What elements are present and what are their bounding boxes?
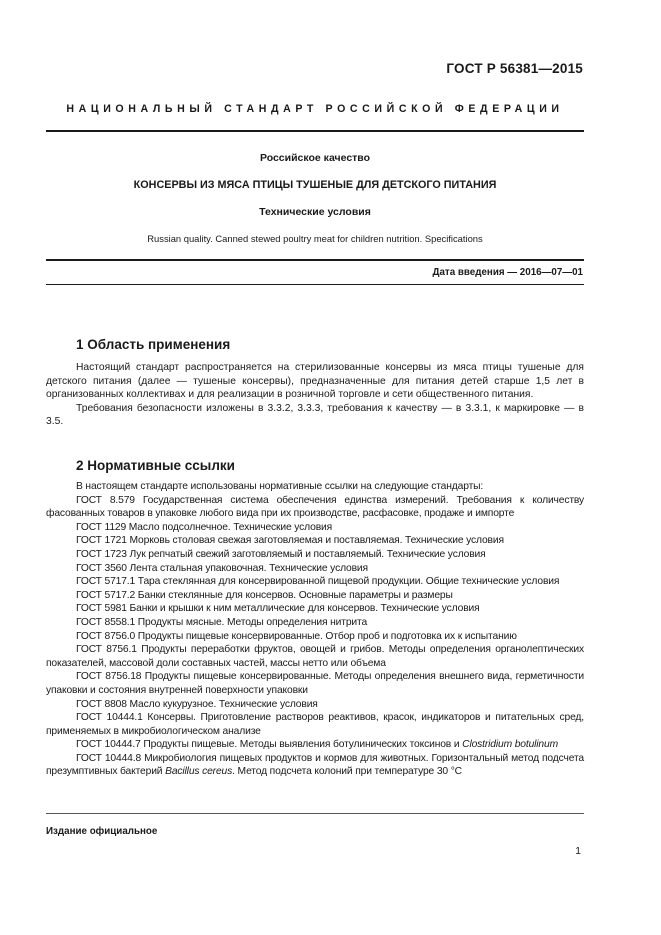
official-edition-label: Издание официальное [46, 826, 158, 837]
reference-item: ГОСТ 8756.18 Продукты пищевые консервированные. Методы определения внешнего вида, герметичности упаковки и состояния внутренней поверхности упаковки [46, 671, 584, 696]
section-1-paragraph-2: Требования безопасности изложены в 3.3.2, 3.3.3, требования к качеству — в 3.3.1, к маркировке — в 3.5. [46, 402, 584, 428]
reference-item: ГОСТ 8.579 Государственная система обеспечения единства измерений. Требования к количеству фасованных товаров в упаковке любого вида при их производстве, расфасовке, продаже и импорте [46, 494, 584, 520]
section-1-body [46, 361, 584, 429]
reference-text: ГОСТ 10444.8 Микробиология пищевых продуктов и кормов для животных. Горизонтальный метод подсчета презумптивных бактерий [46, 752, 584, 778]
national-standard-heading: НАЦИОНАЛЬНЫЙ СТАНДАРТ РОССИЙСКОЙ ФЕДЕРАЦИИ [66, 103, 564, 115]
divider-footer [46, 813, 584, 814]
section-1-heading: 1 Область применения [76, 337, 231, 352]
reference-italic-species: Bacillus cereus [165, 766, 233, 778]
reference-italic-species: Clostridium botulinum [462, 739, 559, 751]
document-number: ГОСТ Р 56381—2015 [446, 61, 583, 76]
document-title: КОНСЕРВЫ ИЗ МЯСА ПТИЦЫ ТУШЕНЫЕ ДЛЯ ДЕТСКОГО ПИТАНИЯ [133, 179, 497, 191]
reference-item-botulinum [46, 738, 584, 752]
section-2-body [46, 480, 584, 779]
specifications-label: Технические условия [259, 206, 371, 218]
reference-item: ГОСТ 5717.1 Тара стеклянная для консервированной пищевой продукции. Общие технические условия [76, 576, 560, 588]
reference-item: ГОСТ 5981 Банки и крышки к ним металлические для консервов. Технические условия [76, 603, 480, 615]
reference-item: ГОСТ 1721 Морковь столовая свежая заготовляемая и поставляемая. Технические условия [76, 535, 504, 547]
reference-item: ГОСТ 8756.1 Продукты переработки фруктов, овощей и грибов. Методы определения органолептических показателей, массовой доли составных частей, массы нетто или объема [46, 644, 584, 669]
reference-item: ГОСТ 10444.1 Консервы. Приготовление растворов реактивов, красок, индикаторов и питательных сред, применяемых в микробиологическом анализе [46, 712, 584, 737]
page-number: 1 [575, 846, 581, 857]
reference-item: ГОСТ 1723 Лук репчатый свежий заготовляемый и поставляемый. Технические условия [76, 548, 486, 560]
reference-item: ГОСТ 8808 Масло кукурузное. Технические условия [76, 698, 318, 710]
reference-item: ГОСТ 5717.2 Банки стеклянные для консервов. Основные параметры и размеры [76, 589, 453, 601]
reference-item-cereus [46, 752, 584, 779]
divider-date [46, 284, 584, 285]
english-title: Russian quality. Canned stewed poultry meat for children nutrition. Specifications [147, 233, 483, 244]
reference-item: ГОСТ 1129 Масло подсолнечное. Технические условия [76, 521, 333, 533]
quality-label: Российское качество [259, 152, 371, 164]
reference-item: ГОСТ 8558.1 Продукты мясные. Методы определения нитрита [76, 616, 368, 628]
reference-text-tail: . Метод подсчета колоний при температуре 30 °С [232, 766, 462, 778]
reference-text: ГОСТ 10444.7 Продукты пищевые. Методы выявления ботулинических токсинов и [76, 739, 463, 751]
reference-item: ГОСТ 8756.0 Продукты пищевые консервированные. Отбор проб и подготовка их к испытанию [76, 630, 517, 642]
section-2-intro: В настоящем стандарте использованы нормативные ссылки на следующие стандарты: [76, 481, 484, 492]
section-1-paragraph-1: Настоящий стандарт распространяется на стерилизованные консервы из мяса птицы тушеные для детского питания (далее — тушеные консервы), предназначенные для питания детей старше 1,5 лет в организованных коллективах и для реализации в розничной торговле и сети общественного питания. [46, 362, 584, 401]
introduction-date: Дата введения — 2016—07—01 [432, 267, 583, 278]
reference-item: ГОСТ 3560 Лента стальная упаковочная. Технические условия [76, 562, 368, 574]
divider-top [46, 130, 584, 132]
section-2-heading: 2 Нормативные ссылки [76, 458, 235, 473]
divider-title-bottom [46, 259, 584, 261]
